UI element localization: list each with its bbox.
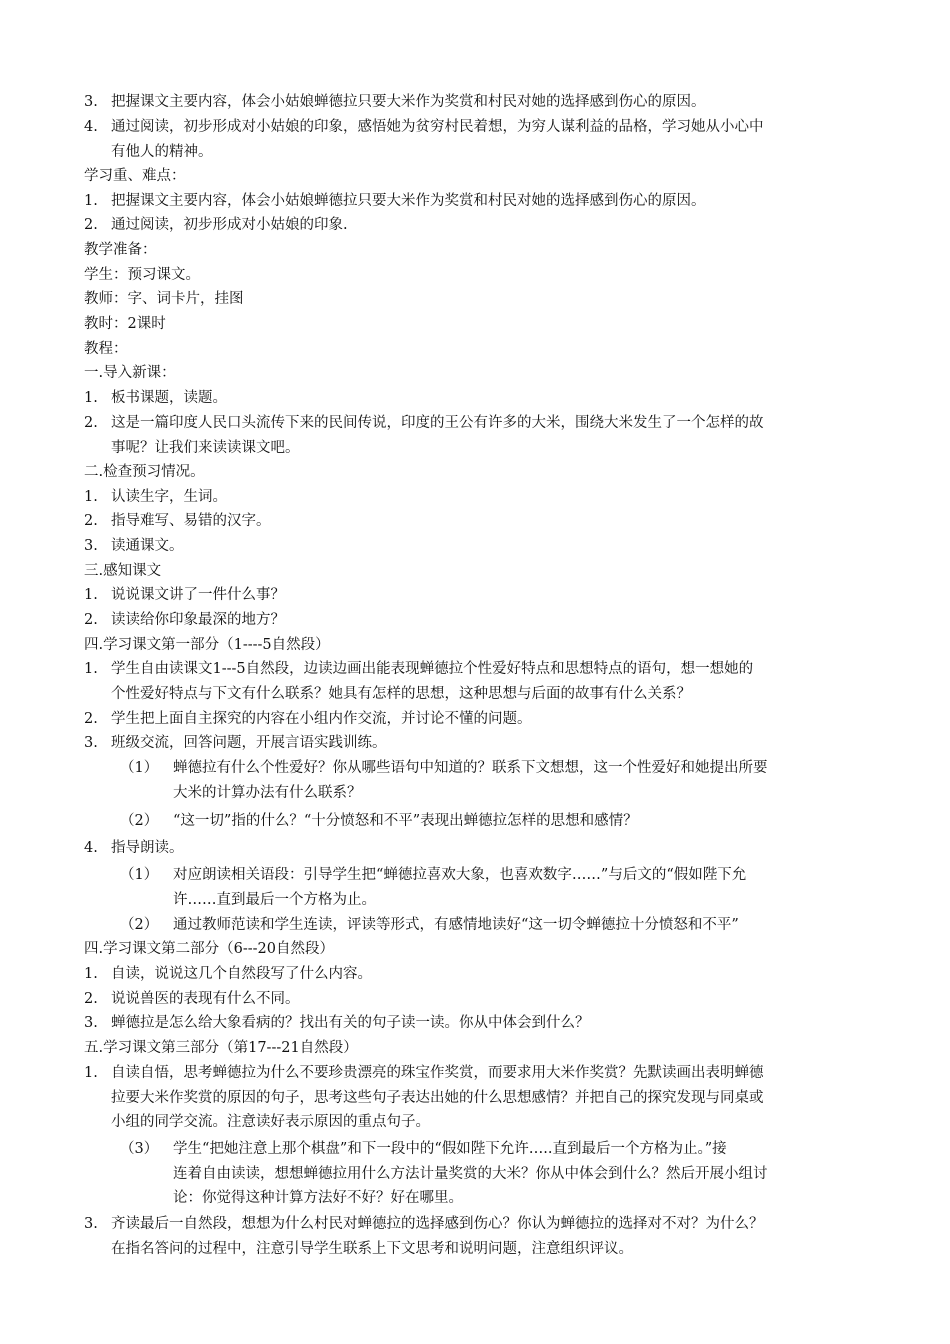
section-heading: 一.导入新课： — [84, 365, 176, 381]
item-text: 指导朗读。 — [111, 840, 184, 856]
item-text: 把握课文主要内容，体会小姑娘蝉德拉只要大米作为奖赏和村民对她的选择感到伤心的原因。 — [111, 94, 706, 110]
item-text: 个性爱好特点与下文有什么联系？她具有怎样的思想，这种思想与后面的故事有什么关系？ — [111, 685, 691, 702]
item-number: 3. — [84, 1015, 98, 1031]
section-heading: 四.学习课文第二部分（6---20自然段） — [84, 941, 334, 957]
item-number: （2） — [120, 813, 159, 829]
item-number: 1. — [84, 390, 98, 406]
item-number: 3. — [84, 538, 98, 554]
item-text: 认读生字，生词。 — [111, 489, 227, 505]
item-number: 3. — [84, 735, 98, 751]
item-number: （2） — [120, 917, 159, 933]
item-text: 板书课题，读题。 — [111, 390, 227, 406]
keypoints-heading: 学习重、难点： — [84, 168, 186, 184]
item-number: 2. — [84, 711, 98, 727]
item-number: 1. — [84, 489, 98, 505]
item-text: 大米的计算办法有什么联系？ — [173, 784, 362, 801]
item-number: 1. — [84, 587, 98, 603]
item-text: 论：你觉得这种计算方法好不好？好在哪里。 — [173, 1190, 463, 1207]
item-number: 1. — [84, 966, 98, 982]
item-text: 通过教师范读和学生连读，评读等形式，有感情地读好“这一切令蝉德拉十分愤怒和不平” — [173, 917, 739, 933]
section-heading: 三.感知课文 — [84, 563, 162, 579]
item-number: 2. — [84, 415, 98, 431]
section-heading: 四.学习课文第一部分（1----5自然段） — [84, 637, 330, 653]
item-text: 通过阅读，初步形成对小姑娘的印象，感悟她为贫穷村民着想，为穷人谋利益的品格，学习她从小心中 — [111, 119, 764, 135]
item-text: 学生把上面自主探究的内容在小组内作交流，并讨论不懂的问题。 — [111, 711, 532, 727]
item-text: 读通课文。 — [111, 538, 184, 554]
item-number: 3. — [84, 94, 98, 110]
item-text: 齐读最后一自然段，想想为什么村民对蝉德拉的选择感到伤心？你认为蝉德拉的选择对不对？为什么？ — [111, 1216, 764, 1232]
item-number: 2. — [84, 217, 98, 233]
item-text: 班级交流，回答问题，开展言语实践训练。 — [111, 735, 387, 751]
item-text: 通过阅读，初步形成对小姑娘的印象. — [111, 217, 348, 233]
item-text: 说说兽医的表现有什么不同。 — [111, 991, 300, 1007]
section-heading: 五.学习课文第三部分（第17---21自然段） — [84, 1040, 358, 1056]
item-text: 学生自由读课文1---5自然段，边读边画出能表现蝉德拉个性爱好特点和思想特点的语句，想一想她的 — [111, 661, 754, 677]
section-heading: 二.检查预习情况。 — [84, 464, 205, 480]
item-text: 许……直到最后一个方格为止。 — [173, 891, 376, 908]
item-number: 2. — [84, 513, 98, 529]
prep-teacher: 教师：字、词卡片，挂图 — [84, 291, 244, 307]
item-text: 读读给你印象最深的地方？ — [111, 612, 285, 628]
process-heading: 教程： — [84, 341, 128, 357]
item-number: 4. — [84, 840, 98, 856]
item-text: 学生“把她注意上那个棋盘”和下一段中的“假如陛下允许…..直到最后一个方格为止。”接 — [173, 1141, 727, 1157]
item-text: 指导难写、易错的汉字。 — [111, 513, 271, 529]
item-text: 事呢？让我们来读读课文吧。 — [111, 439, 300, 456]
item-text: 蝉德拉有什么个性爱好？你从哪些语句中知道的？联系下文想想，这一个性爱好和她提出所要 — [173, 760, 768, 776]
item-text: 自读自悟，思考蝉德拉为什么不要珍贵漂亮的珠宝作奖赏，而要求用大米作奖赏？先默读画出表明蝉德 — [111, 1065, 764, 1081]
item-text: 在指名答问的过程中，注意引导学生联系上下文思考和说明问题，注意组织评议。 — [111, 1240, 633, 1257]
item-number: 1. — [84, 193, 98, 209]
item-text: 这是一篇印度人民口头流传下来的民间传说，印度的王公有许多的大米，围绕大米发生了一个怎样的故 — [111, 415, 764, 431]
item-number: 2. — [84, 991, 98, 1007]
item-number: 1. — [84, 1065, 98, 1081]
item-text: 有他人的精神。 — [111, 143, 213, 160]
item-text: 拉要大米作奖赏的原因的句子，思考这些句子表达出她的什么思想感情？并把自己的探究发现与同桌或 — [111, 1089, 764, 1106]
item-text: 小组的同学交流。注意读好表示原因的重点句子。 — [111, 1114, 430, 1131]
item-text: “这一切”指的什么？“十分愤怒和不平”表现出蝉德拉怎样的思想和感情？ — [173, 813, 638, 829]
item-text: 把握课文主要内容，体会小姑娘蝉德拉只要大米作为奖赏和村民对她的选择感到伤心的原因。 — [111, 193, 706, 209]
item-text: 说说课文讲了一件什么事？ — [111, 587, 285, 603]
item-text: 自读，说说这几个自然段写了什么内容。 — [111, 966, 372, 982]
item-number: 1. — [84, 661, 98, 677]
item-number: （3） — [120, 1141, 159, 1157]
item-text: 连着自由读读，想想蝉德拉用什么方法计量奖赏的大米？你从中体会到什么？然后开展小组讨 — [173, 1165, 768, 1182]
item-number: （1） — [120, 760, 159, 776]
item-number: （1） — [120, 867, 159, 883]
item-number: 4. — [84, 119, 98, 135]
class-hours: 教时：2课时 — [84, 316, 166, 332]
item-text: 对应朗读相关语段：引导学生把“蝉德拉喜欢大象，也喜欢数字……”与后文的“假如陛下允 — [173, 867, 747, 883]
prep-heading: 教学准备： — [84, 242, 157, 258]
item-number: 3. — [84, 1216, 98, 1232]
item-text: 蝉德拉是怎么给大象看病的？找出有关的句子读一读。你从中体会到什么？ — [111, 1015, 590, 1031]
prep-student: 学生：预习课文。 — [84, 267, 200, 283]
item-number: 2. — [84, 612, 98, 628]
